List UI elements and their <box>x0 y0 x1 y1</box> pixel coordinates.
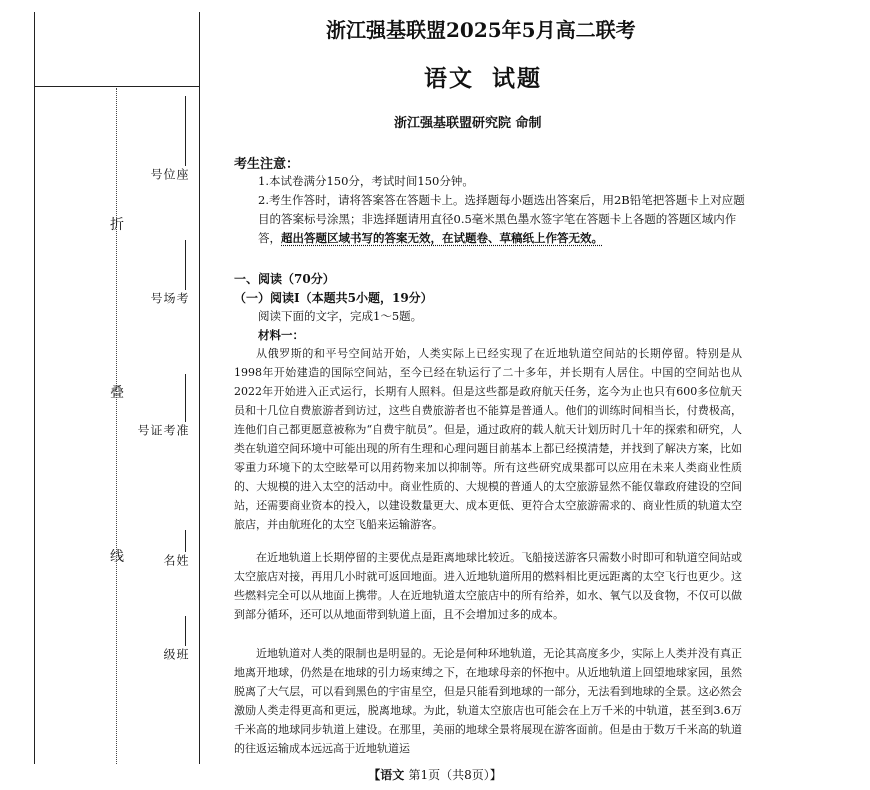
fold-char-3: 线 <box>110 549 124 565</box>
fold-char-2: 叠 <box>110 385 124 401</box>
section-instruction: 阅读下面的文字，完成1～5题。 <box>258 309 423 323</box>
seat-number-label: 座位号 <box>149 168 189 180</box>
name-label: 姓名 <box>162 554 189 566</box>
admission-number-blank <box>185 374 186 422</box>
fold-char-1: 折 <box>110 217 124 233</box>
publisher: 浙江强基联盟研究院 命制 <box>394 116 542 131</box>
seat-number-blank <box>185 96 186 166</box>
notice-item-2 <box>258 191 748 248</box>
material-paragraph-1: 从俄罗斯的和平号空间站开始，人类实际上已经实现了在近地轨道空间站的长期停留。特别是从1998年开始建造的国际空间站，至今已经在轨运行了二十多年，并长期有人居住。中国的空间站也从2022年开始进入正式运行，长期有人照料。但是这些都是政府航天任务，迄今为止也只有600多位航天员和十几位自费旅游者到访过，这些自费旅游者也不能算是普通人。他们的训练时间相当长，付费极高，连他们自己都更愿意被称为“自费宇航员”。但是，通过政府的载人航天计划历时几十年的探索和研究，人类在轨道空间环境中可能出现的所有生理和心理问题目前基本上都已经摸清楚，并找到了解决方案，比如零重力环境下的太空眩晕可以用药物来加以抑制等。所有这些研究成果都可以应用在未来人类商业性质的、大规模的进入太空的活动中。商业性质的、大规模的普通人的太空旅游显然不能仅靠政府建设的空间站，还需要商业资本的投入，以建设数量更大、成本更低、更符合太空旅游需求的、商业性质的轨道太空旅店，并由航班化的太空飞船来运输游客。 <box>234 347 742 531</box>
exam-title: 浙江强基联盟2025年5月高二联考 <box>326 18 636 42</box>
page-footer <box>0 766 870 783</box>
subject-name: 语文 <box>424 65 474 92</box>
section-sub-title: （一）阅读Ⅰ（本题共5小题，19分） <box>234 291 433 305</box>
section-title: 一、阅读（70分） <box>234 272 335 286</box>
material-paragraph-2: 在近地轨道上长期停留的主要优点是距离地球比较近。飞船接送游客只需数小时即可和轨道空间站或太空旅店对接，再用几小时就可返回地面。进入近地轨道所用的燃料相比更远距离的太空飞行也更少。这些燃料完全可以从地面上携带。人在近地轨道太空旅店中的所有给养，如水、氧气以及食物，不仅可以做到部分循环，还可以从地面带到轨道上面，且不会增加过多的成本。 <box>234 551 742 621</box>
footer-subject: 【语文 <box>368 768 405 782</box>
class-label: 班级 <box>162 648 189 660</box>
notice-title: 考生注意： <box>234 157 300 172</box>
material-label: 材料一： <box>258 328 304 342</box>
notice-item-2-emphasis: 超出答题区域书写的答案无效，在试题卷、草稿纸上作答无效。 <box>281 231 603 245</box>
paper-name: 试题 <box>492 65 542 92</box>
class-blank <box>185 616 186 646</box>
notice-item-1: 1.本试卷满分150分，考试时间150分钟。 <box>258 174 474 188</box>
notice-item-2-text: 2.考生作答时，请将答案答在答题卡上。选择题每小题选出答案后，用2B铅笔把答题卡上对应题目的答案标号涂黑；非选择题请用直径0.5毫米黑色墨水签字笔在答题卡上各题的答题区域内作答， <box>258 193 745 245</box>
fold-dotted-line <box>116 88 117 764</box>
room-number-label: 考场号 <box>149 292 189 304</box>
room-number-blank <box>185 240 186 290</box>
admission-number-label: 准考证号 <box>136 424 189 436</box>
subject-heading <box>424 60 542 93</box>
material-paragraph-3: 近地轨道对人类的限制也是明显的。无论是何种环地轨道，无论其高度多少，实际上人类并没有真正地离开地球，仍然是在地球的引力场束缚之下，在地球母亲的怀抱中。从近地轨道上回望地球家园，虽然脱离了大气层，可以看到黑色的宇宙星空，但是只能看到地球的一部分，无法看到地球的全景。这必然会激励人类走得更高和更远，脱离地球。为此，轨道太空旅店也可能会在上万千米的中轨道，甚至到3.6万千米高的地球同步轨道上建设。在那里，美丽的地球全景将展现在游客面前。但是由于数万千米高的轨道的往返运输成本远远高于近地轨道运 <box>234 647 742 755</box>
name-blank <box>185 530 186 552</box>
binding-top-divider <box>35 86 199 87</box>
footer-page: 第1页（共8页）】 <box>408 768 502 782</box>
